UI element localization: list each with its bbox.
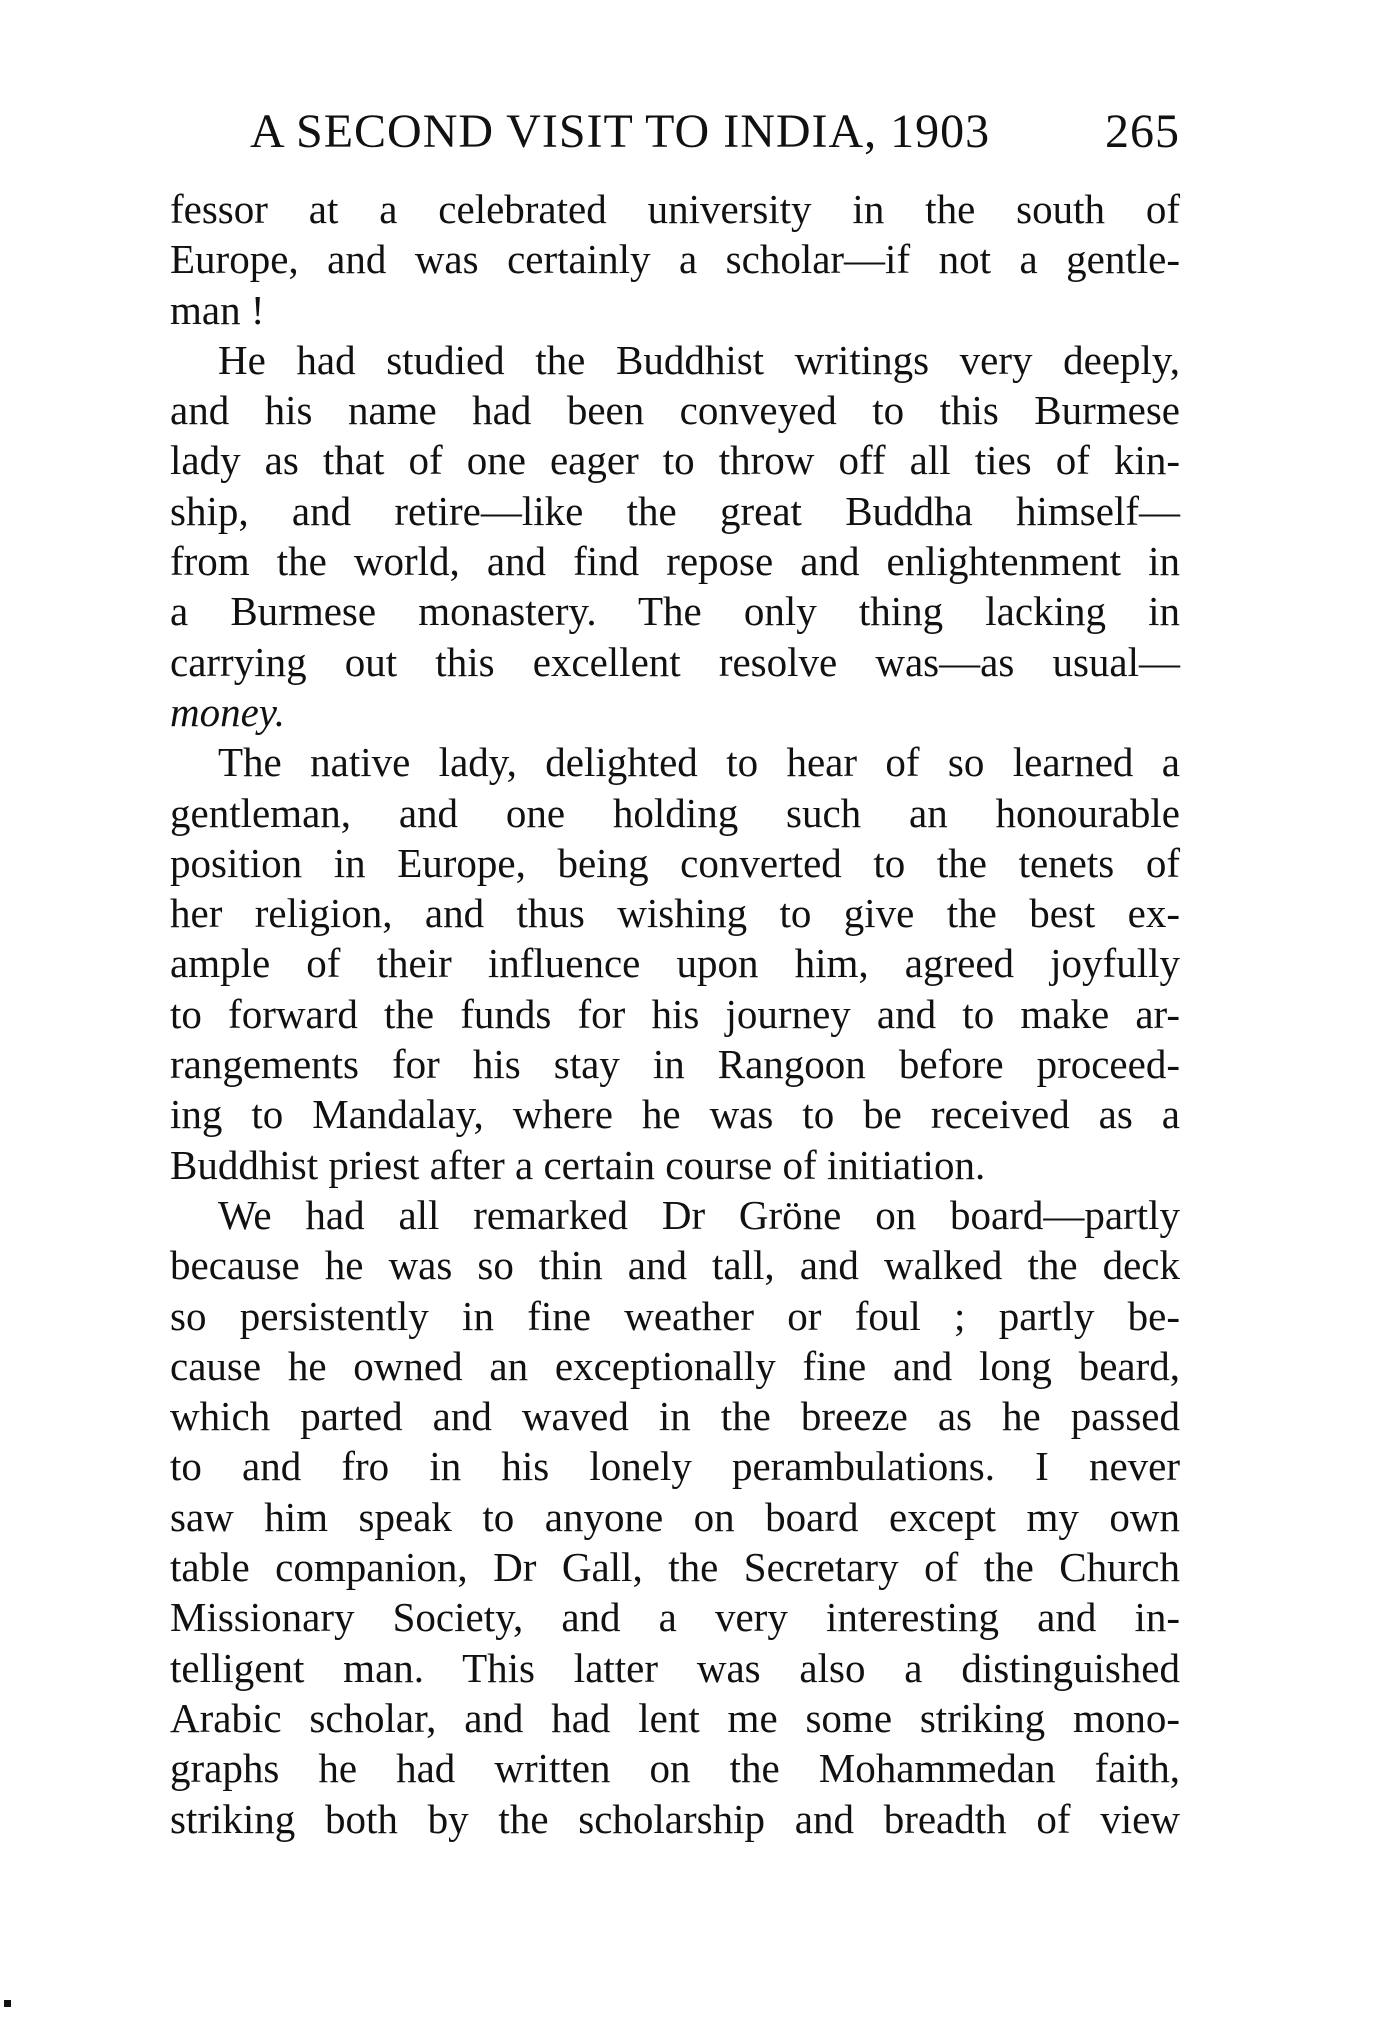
text-line: Missionary Society, and a very interesting and in- xyxy=(170,1594,1180,1641)
text-line: a Burmese monastery. The only thing lacking in xyxy=(170,588,1180,635)
text-line: because he was so thin and tall, and walked the deck xyxy=(170,1242,1180,1289)
text-line: to forward the funds for his journey and to make ar- xyxy=(170,990,1180,1037)
text-line xyxy=(170,687,1180,737)
chapter-title: A SECOND VISIT TO INDIA, 1903 xyxy=(250,105,991,158)
text-line: which parted and waved in the breeze as he passed xyxy=(170,1393,1180,1440)
page-number: 265 xyxy=(1105,105,1180,158)
text-line: saw him speak to anyone on board except my own xyxy=(170,1493,1180,1540)
text-line: from the world, and find repose and enlightenment in xyxy=(170,538,1180,585)
text-line: lady as that of one eager to throw off all ties of kin- xyxy=(170,437,1180,484)
text-line: Europe, and was certainly a scholar—if not a gentle- xyxy=(170,236,1180,283)
text-line: Arabic scholar, and had lent me some striking mono- xyxy=(170,1694,1180,1741)
paragraph-first-line: He had studied the Buddhist writings very deeply, xyxy=(218,336,1180,383)
text-line: to and fro in his lonely perambulations. I never xyxy=(170,1443,1180,1490)
text-line: ship, and retire—like the great Buddha himself— xyxy=(170,487,1180,534)
text-line: man ! xyxy=(170,286,265,333)
body-text xyxy=(170,184,1180,1844)
text-line: position in Europe, being converted to the tenets of xyxy=(170,839,1180,886)
paragraph-first-line: We had all remarked Dr Gröne on board—partly xyxy=(218,1191,1180,1238)
scan-speck xyxy=(4,2000,11,2007)
text-line: her religion, and thus wishing to give the best ex- xyxy=(170,890,1180,937)
text-line: telligent man. This latter was also a distinguished xyxy=(170,1644,1180,1691)
text-line: rangements for his stay in Rangoon before proceed- xyxy=(170,1041,1180,1088)
text-line: ample of their influence upon him, agreed joyfully xyxy=(170,940,1180,987)
text-line: graphs he had written on the Mohammedan faith, xyxy=(170,1745,1180,1792)
text-line: ing to Mandalay, where he was to be received as a xyxy=(170,1091,1180,1138)
text-line: fessor at a celebrated university in the south of xyxy=(170,186,1180,232)
text-line: cause he owned an exceptionally fine and long beard, xyxy=(170,1342,1180,1389)
text-line: so persistently in fine weather or foul ; partly be- xyxy=(170,1292,1180,1339)
text-line: and his name had been conveyed to this Burmese xyxy=(170,387,1180,434)
text-line: gentleman, and one holding such an honourable xyxy=(170,789,1180,836)
text-line: Buddhist priest after a certain course of initiation. xyxy=(170,1141,986,1188)
text-line: carrying out this excellent resolve was—as usual— xyxy=(170,638,1180,685)
text-line: table companion, Dr Gall, the Secretary of the Church xyxy=(170,1544,1180,1591)
italic-word: money. xyxy=(170,688,285,735)
text-line: striking both by the scholarship and breadth of view xyxy=(170,1795,1180,1842)
running-head xyxy=(250,104,1180,160)
paragraph-first-line: The native lady, delighted to hear of so learned a xyxy=(218,739,1180,786)
